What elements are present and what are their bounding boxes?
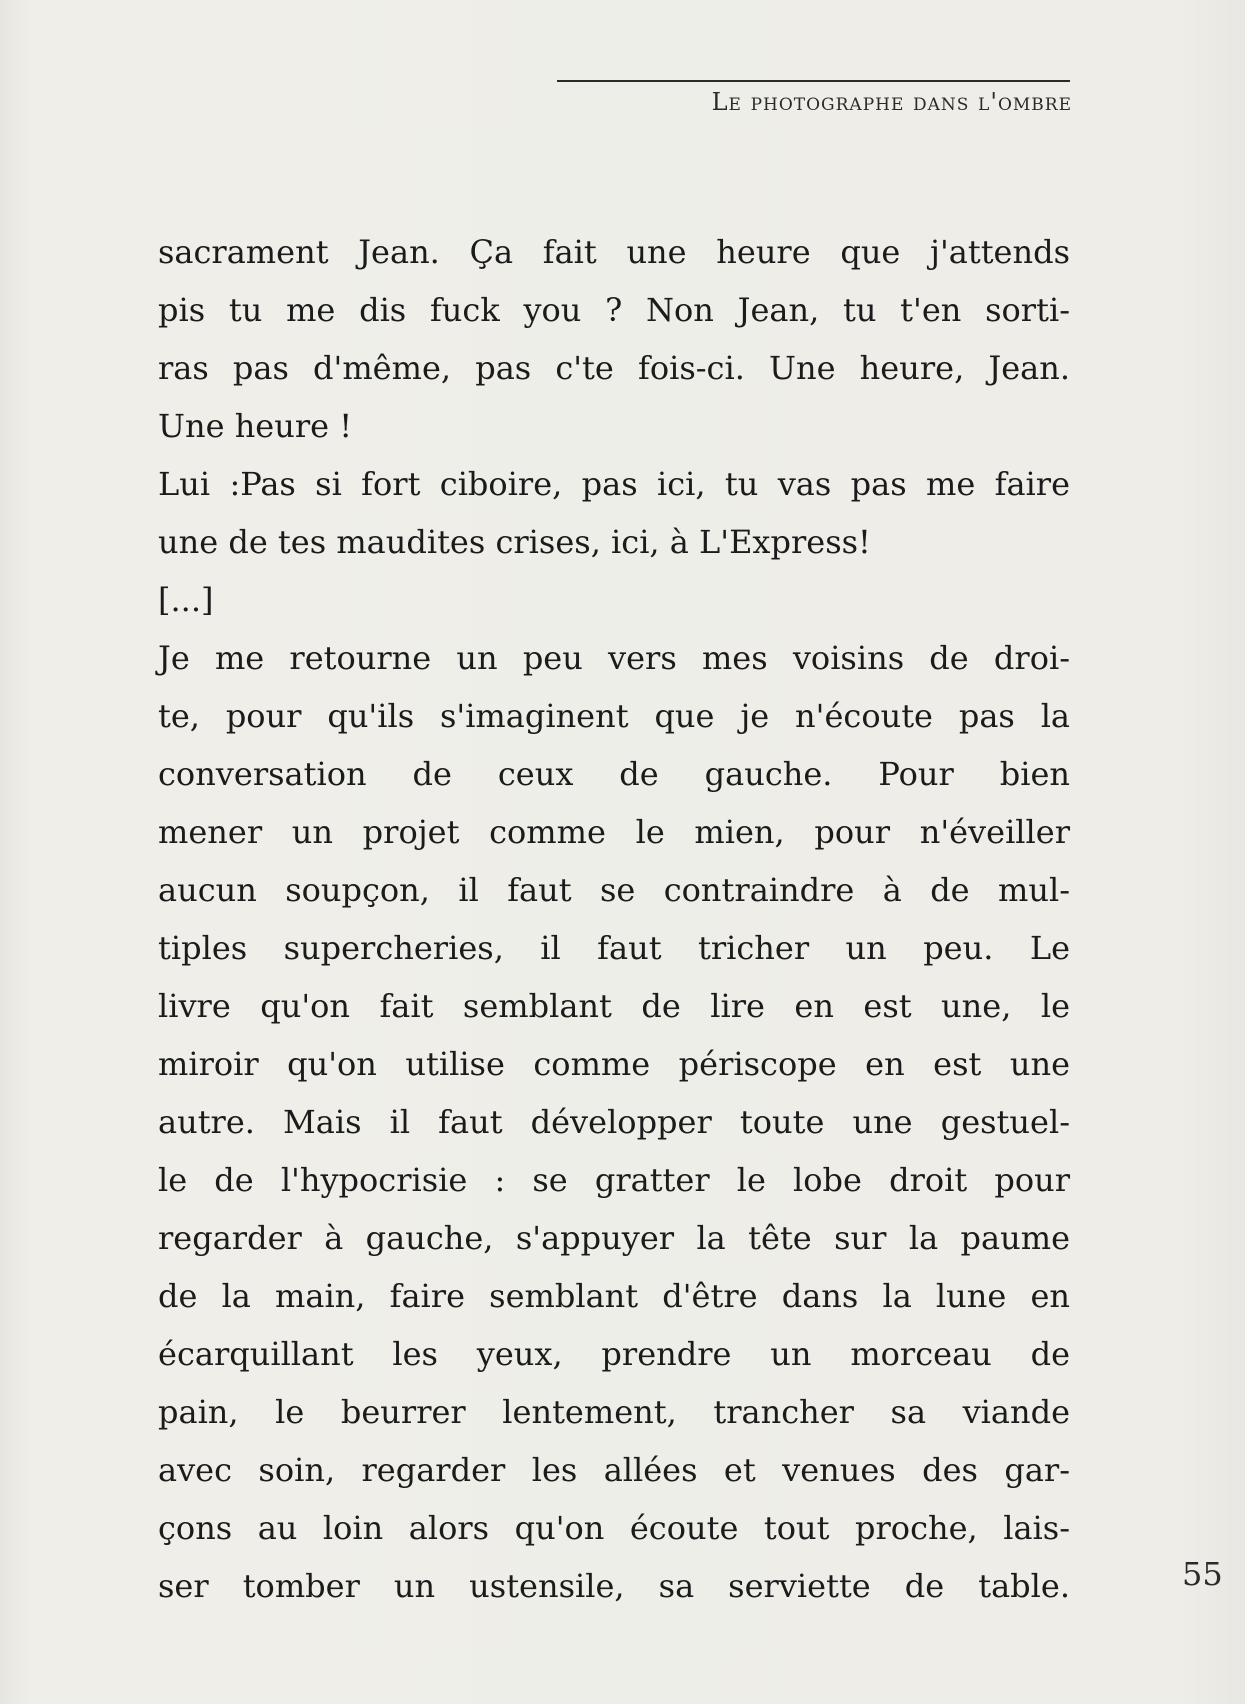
- text-line: tiples supercheries, il faut tricher un peu. Le: [158, 929, 1070, 967]
- running-head: Le photographe dans l'ombre: [711, 88, 1072, 116]
- text-line: une de tes maudites crises, ici, à L'Express!: [158, 523, 871, 561]
- text-line: Une heure !: [158, 407, 353, 445]
- text-line: pain, le beurrer lentement, trancher sa viande: [158, 1393, 1070, 1431]
- text-line: [...]: [158, 581, 214, 619]
- text-line: de la main, faire semblant d'être dans la lune en: [158, 1277, 1070, 1315]
- text-line: le de l'hypocrisie : se gratter le lobe droit pour: [158, 1161, 1070, 1199]
- text-line: ras pas d'même, pas c'te fois-ci. Une heure, Jean.: [158, 349, 1070, 387]
- text-line: Je me retourne un peu vers mes voisins de droi-: [158, 639, 1070, 677]
- text-line: mener un projet comme le mien, pour n'éveiller: [158, 813, 1070, 851]
- header-rule: [557, 80, 1070, 82]
- text-line: livre qu'on fait semblant de lire en est une, le: [158, 987, 1070, 1025]
- text-line: autre. Mais il faut développer toute une gestuel-: [158, 1103, 1070, 1141]
- text-line: écarquillant les yeux, prendre un morceau de: [158, 1335, 1070, 1373]
- text-line: te, pour qu'ils s'imaginent que je n'écoute pas la: [158, 697, 1070, 735]
- body-text: [158, 223, 1070, 1615]
- text-line: pis tu me dis fuck you ? Non Jean, tu t'en sorti-: [158, 291, 1070, 329]
- text-line: aucun soupçon, il faut se contraindre à de mul-: [158, 871, 1070, 909]
- page-number: 55: [1182, 1555, 1223, 1593]
- text-line: avec soin, regarder les allées et venues des gar-: [158, 1451, 1070, 1489]
- text-line: Lui :Pas si fort ciboire, pas ici, tu vas pas me faire: [158, 465, 1070, 503]
- text-line: conversation de ceux de gauche. Pour bien: [158, 755, 1070, 793]
- text-line: sacrament Jean. Ça fait une heure que j'attends: [158, 233, 1070, 271]
- text-line: ser tomber un ustensile, sa serviette de table.: [158, 1567, 1070, 1605]
- text-line: çons au loin alors qu'on écoute tout proche, lais-: [158, 1509, 1070, 1547]
- text-line: regarder à gauche, s'appuyer la tête sur la paume: [158, 1219, 1070, 1257]
- text-line: miroir qu'on utilise comme périscope en est une: [158, 1045, 1070, 1083]
